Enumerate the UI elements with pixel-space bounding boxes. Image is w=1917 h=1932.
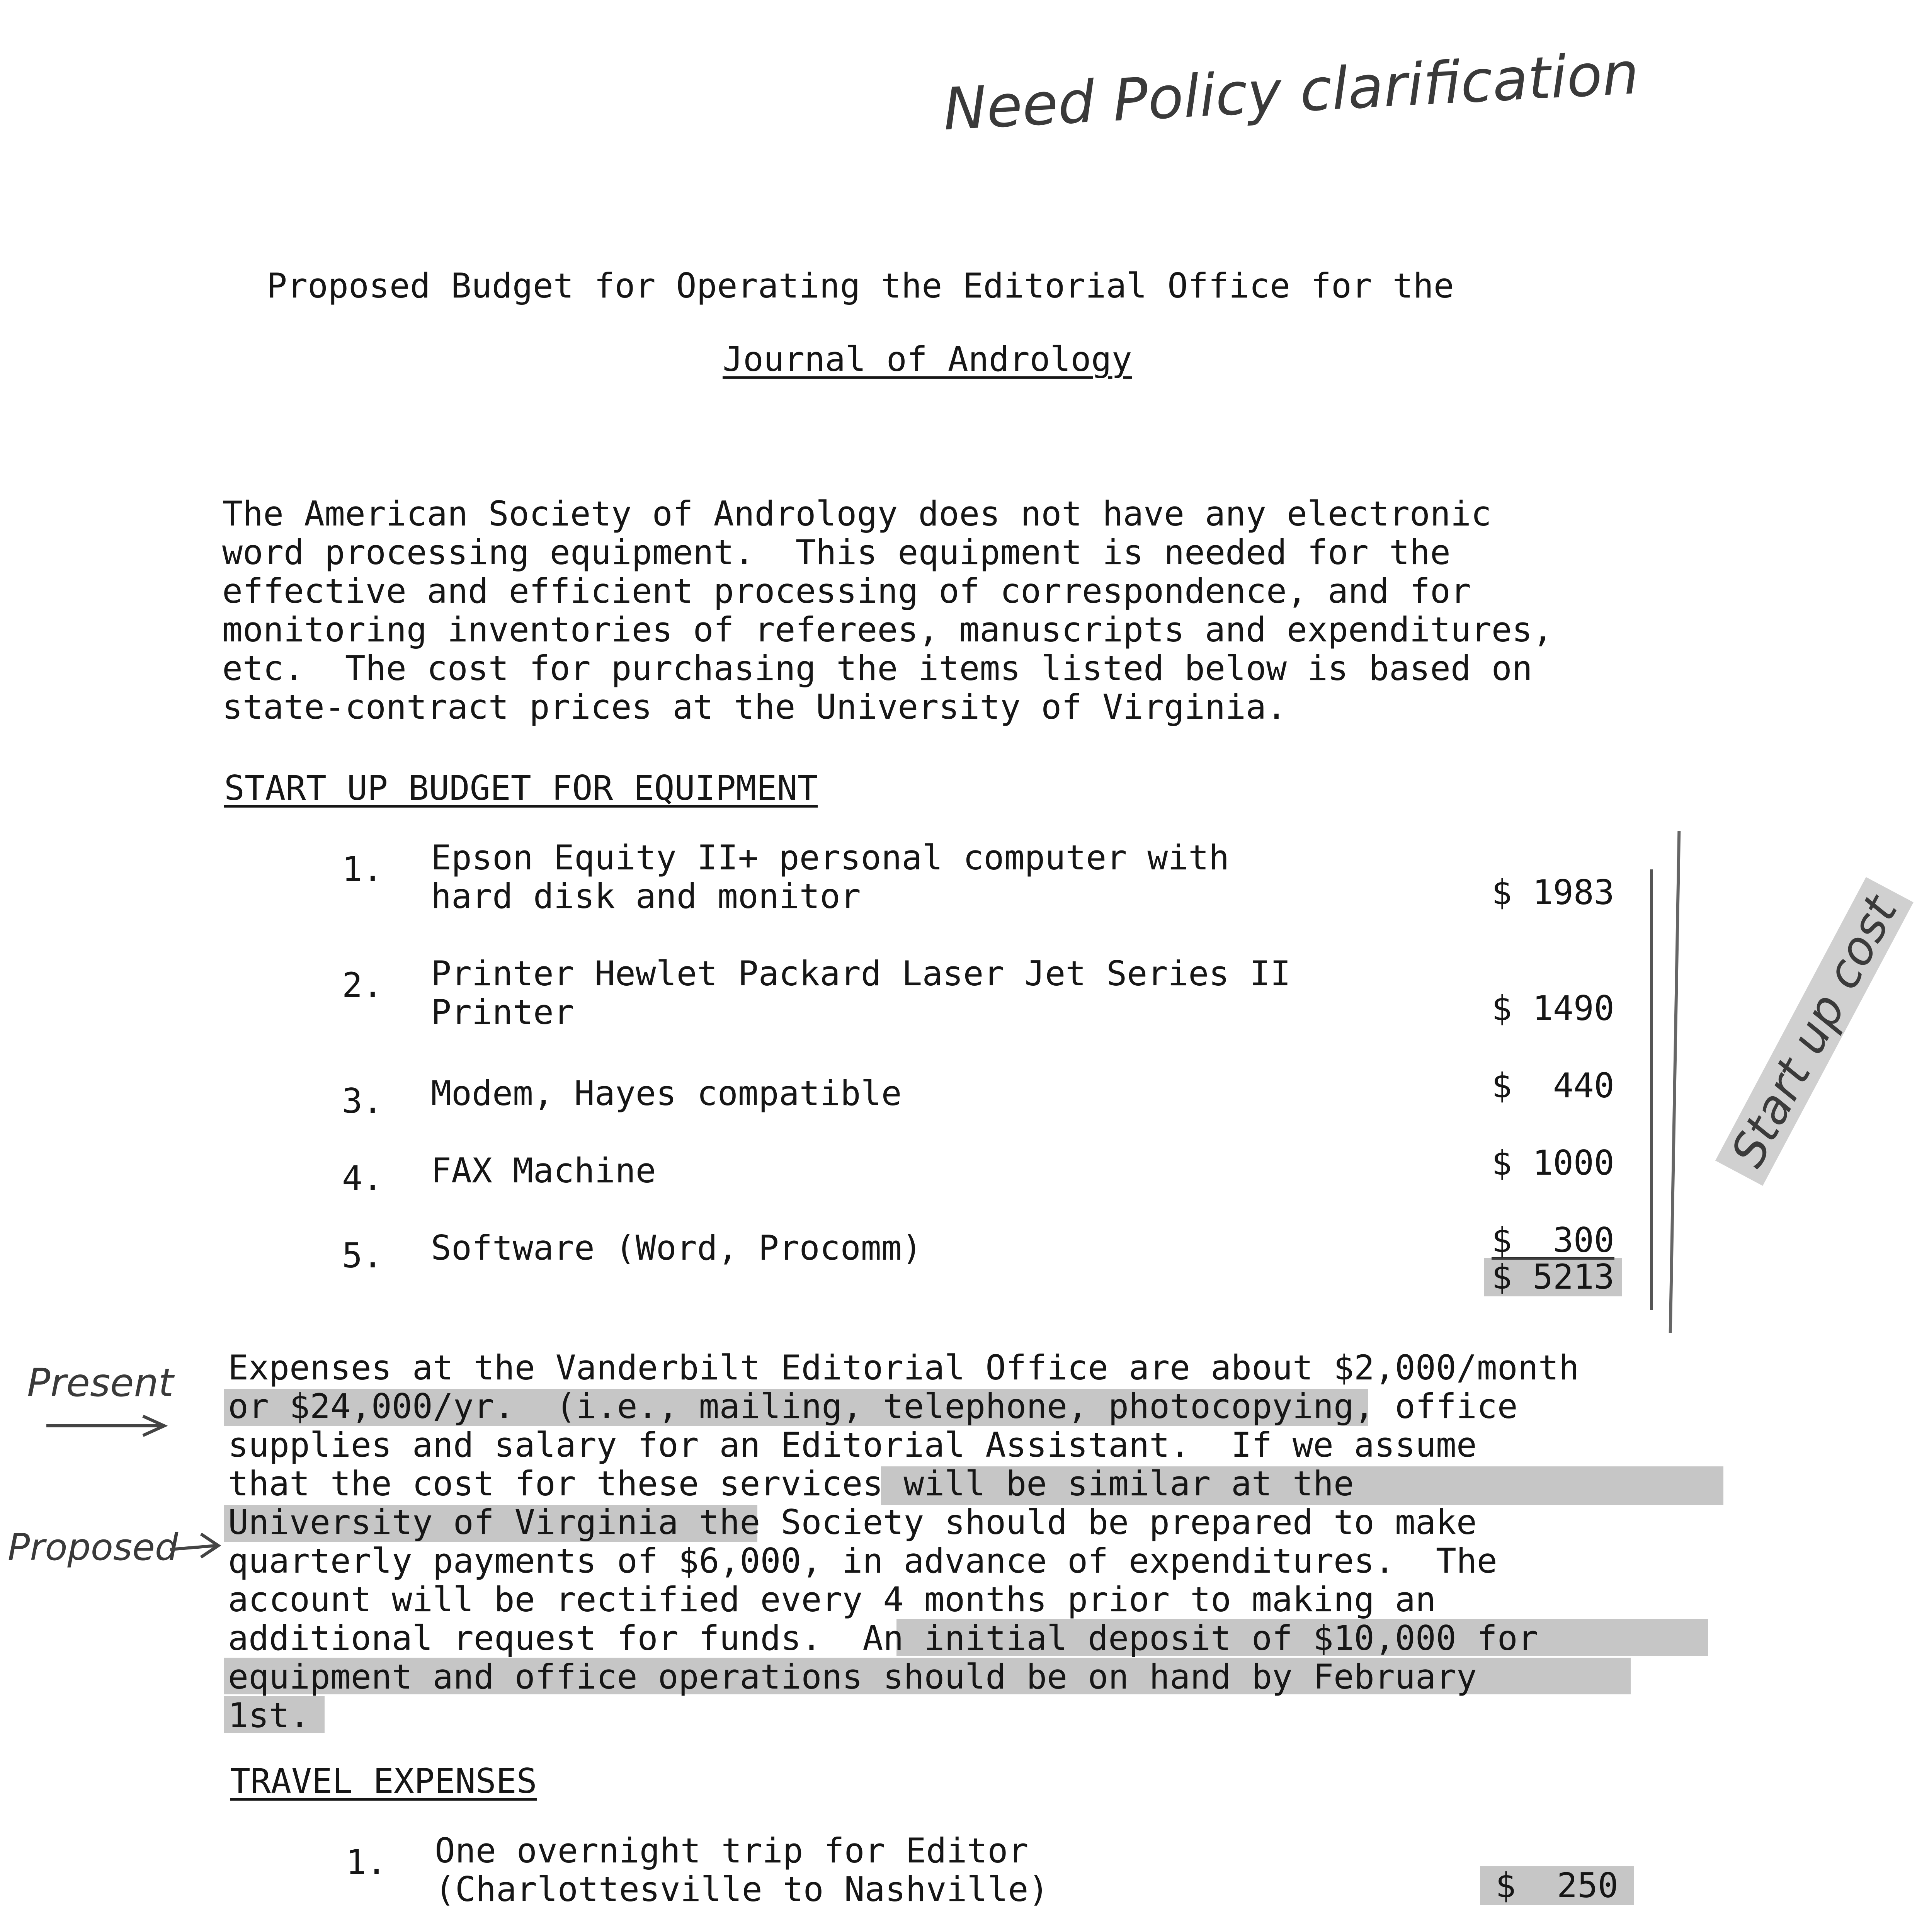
equipment-item-line: Modem, Hayes compatible <box>431 1073 902 1113</box>
intro-line: The American Society of Andrology does not have any electronic <box>222 494 1492 534</box>
expenses-line: or $24,000/yr. (i.e., mailing, telephone, photocopying, office <box>228 1386 1518 1426</box>
travel-item-description <box>435 1832 1049 1909</box>
handwritten-proposed-note: Proposed <box>8 1526 179 1569</box>
intro-line: monitoring inventories of referees, manuscripts and expenditures, <box>222 610 1553 650</box>
equipment-item-description <box>431 838 1229 916</box>
bracket-line <box>1650 869 1653 1310</box>
expenses-line: University of Virginia the Society should be prepared to make <box>228 1502 1477 1542</box>
expenses-line: that the cost for these services will be similar at the <box>228 1464 1354 1503</box>
equipment-total: $ 5213 <box>1484 1258 1622 1296</box>
travel-item-line: One overnight trip for Editor <box>435 1831 1029 1871</box>
expenses-line: supplies and salary for an Editorial Assistant. If we assume <box>228 1425 1477 1465</box>
equipment-item-amount: $ 300 <box>1492 1220 1614 1260</box>
equipment-item-amount: $ 1490 <box>1492 988 1614 1028</box>
intro-line: effective and efficient processing of correspondence, and for <box>222 571 1471 611</box>
expenses-line: additional request for funds. An initial deposit of $10,000 for <box>228 1618 1538 1658</box>
equipment-item-description <box>431 1151 656 1190</box>
expenses-line: 1st. <box>228 1696 310 1735</box>
equipment-item-number: 4. <box>342 1158 383 1198</box>
expenses-line: account will be rectified every 4 months prior to making an <box>228 1580 1436 1619</box>
equipment-item-amount: $ 1983 <box>1492 872 1614 912</box>
travel-item-number: 1. <box>346 1842 387 1882</box>
intro-line: word processing equipment. This equipment is needed for the <box>222 532 1451 572</box>
expenses-line: equipment and office operations should be on hand by February <box>228 1657 1477 1697</box>
bracket-line <box>1669 831 1681 1333</box>
equipment-item-line: FAX Machine <box>431 1151 656 1190</box>
travel-item-line: (Charlottesville to Nashville) <box>435 1869 1049 1909</box>
equipment-item-description <box>431 1074 902 1113</box>
handwritten-top-note: Need Policy clarification <box>941 39 1641 144</box>
expenses-line: Expenses at the Vanderbilt Editorial Office are about $2,000/month <box>228 1348 1579 1388</box>
equipment-item-line: Printer Hewlet Packard Laser Jet Series II <box>431 954 1291 993</box>
journal-title: Journal of Andrology <box>723 339 1132 379</box>
equipment-item-number: 5. <box>342 1236 383 1276</box>
equipment-item-line: hard disk and monitor <box>431 876 861 916</box>
equipment-item-number: 1. <box>342 849 383 889</box>
equipment-item-amount: $ 1000 <box>1492 1143 1614 1183</box>
intro-paragraph <box>222 495 1553 726</box>
travel-item-amount: $ 250 <box>1480 1866 1634 1905</box>
arrow-icon <box>46 1414 170 1437</box>
equipment-item-line: Printer <box>431 992 574 1032</box>
equipment-item-description <box>431 954 1291 1032</box>
intro-line: etc. The cost for purchasing the items listed below is based on <box>222 648 1533 688</box>
equipment-item-number: 3. <box>342 1081 383 1121</box>
equipment-item-description <box>431 1229 922 1267</box>
equipment-heading: START UP BUDGET FOR EQUIPMENT <box>224 768 818 808</box>
arrow-icon <box>170 1530 224 1561</box>
equipment-item-line: Software (Word, Procomm) <box>431 1228 922 1268</box>
equipment-item-amount: $ 440 <box>1492 1066 1614 1105</box>
equipment-item-number: 2. <box>342 965 383 1005</box>
document-title: Proposed Budget for Operating the Editorial Office for the <box>267 266 1454 306</box>
handwritten-start-up-cost: Start up cost <box>1715 877 1914 1186</box>
handwritten-present-note: Present <box>27 1360 174 1405</box>
expenses-paragraph <box>228 1349 1579 1735</box>
equipment-item-line: Epson Equity II+ personal computer with <box>431 838 1230 878</box>
intro-line: state-contract prices at the University of Virginia. <box>222 687 1287 727</box>
expenses-line: quarterly payments of $6,000, in advance of expenditures. The <box>228 1541 1497 1581</box>
travel-heading: TRAVEL EXPENSES <box>230 1761 537 1801</box>
